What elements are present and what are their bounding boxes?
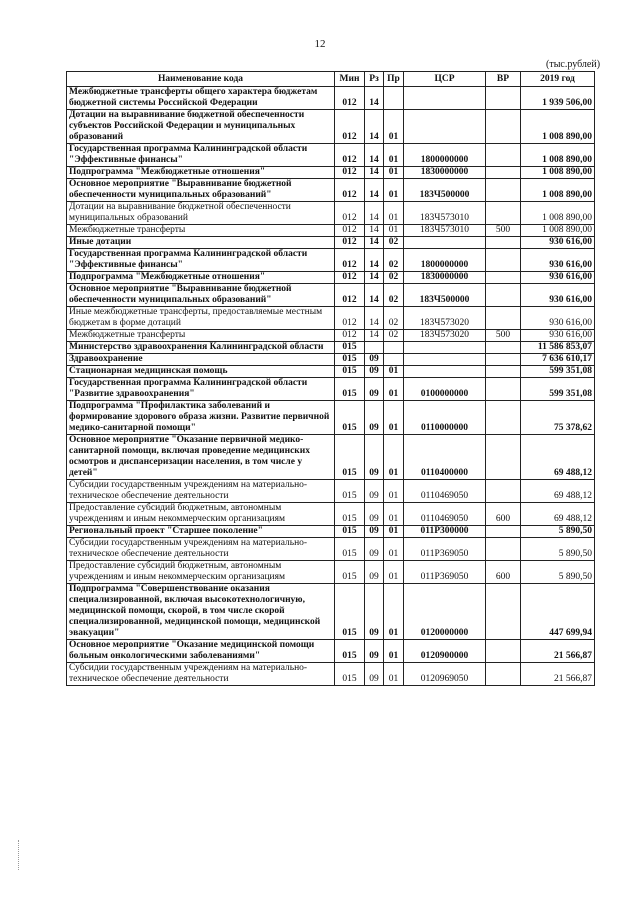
cell-amount: 69 488,12: [521, 435, 595, 480]
cell-name: Подпрограмма "Межбюджетные отношения": [67, 272, 335, 284]
margin-mark: [18, 840, 21, 870]
table-header-row: [67, 72, 595, 87]
table-row: [67, 663, 595, 686]
cell-vr: [486, 366, 521, 378]
cell-amount: 11 586 853,07: [521, 342, 595, 354]
cell-min: 015: [335, 584, 365, 640]
table-row: [67, 272, 595, 284]
cell-min: 012: [335, 225, 365, 237]
cell-min: 012: [335, 284, 365, 307]
cell-rz: 14: [365, 284, 384, 307]
table-row: [67, 378, 595, 401]
cell-rz: 14: [365, 237, 384, 249]
cell-name: Государственная программа Калининградской области "Эффективные финансы": [67, 249, 335, 272]
cell-amount: 930 616,00: [521, 249, 595, 272]
cell-pr: 01: [384, 378, 404, 401]
cell-amount: 930 616,00: [521, 284, 595, 307]
cell-csr: 1800000000: [404, 249, 486, 272]
cell-name: Дотации на выравнивание бюджетной обеспеченности муниципальных образований: [67, 202, 335, 225]
table-row: [67, 307, 595, 330]
cell-min: 015: [335, 401, 365, 435]
cell-rz: 09: [365, 401, 384, 435]
cell-vr: [486, 284, 521, 307]
cell-vr: [486, 202, 521, 225]
cell-amount: 447 699,94: [521, 584, 595, 640]
cell-amount: 1 008 890,00: [521, 144, 595, 167]
table-row: [67, 401, 595, 435]
header-name: Наименование кода: [67, 72, 335, 87]
cell-rz: 09: [365, 526, 384, 538]
cell-name: Межбюджетные трансферты: [67, 330, 335, 342]
cell-min: 015: [335, 366, 365, 378]
cell-rz: 14: [365, 272, 384, 284]
cell-csr: 183Ч500000: [404, 284, 486, 307]
cell-rz: 09: [365, 663, 384, 686]
cell-amount: 5 890,50: [521, 526, 595, 538]
cell-csr: 0120000000: [404, 584, 486, 640]
cell-rz: 09: [365, 354, 384, 366]
cell-rz: 14: [365, 110, 384, 144]
cell-rz: 09: [365, 480, 384, 503]
cell-amount: 5 890,50: [521, 561, 595, 584]
cell-min: 012: [335, 249, 365, 272]
cell-name: Здравоохранение: [67, 354, 335, 366]
table-row: [67, 342, 595, 354]
cell-csr: 011P369050: [404, 561, 486, 584]
cell-rz: 14: [365, 249, 384, 272]
cell-vr: [486, 663, 521, 686]
cell-rz: 14: [365, 167, 384, 179]
cell-csr: 183Ч573010: [404, 202, 486, 225]
cell-amount: 930 616,00: [521, 272, 595, 284]
table-row: [67, 561, 595, 584]
cell-pr: 01: [384, 503, 404, 526]
cell-vr: [486, 237, 521, 249]
cell-min: 015: [335, 378, 365, 401]
cell-pr: 02: [384, 249, 404, 272]
cell-name: Основное мероприятие "Оказание первичной медико-санитарной помощи, включая проведение медицинских осмотров и диспансеризации населения, в том числе у детей": [67, 435, 335, 480]
cell-min: 012: [335, 272, 365, 284]
table-row: [67, 640, 595, 663]
table-row: [67, 179, 595, 202]
cell-name: Государственная программа Калининградской области "Эффективные финансы": [67, 144, 335, 167]
cell-min: 012: [335, 144, 365, 167]
cell-amount: 5 890,50: [521, 538, 595, 561]
cell-vr: [486, 538, 521, 561]
cell-min: 012: [335, 110, 365, 144]
table-row: [67, 225, 595, 237]
table-row: [67, 503, 595, 526]
cell-amount: 1 008 890,00: [521, 202, 595, 225]
table-row: [67, 526, 595, 538]
cell-pr: 01: [384, 561, 404, 584]
cell-csr: 183Ч573020: [404, 307, 486, 330]
cell-pr: 01: [384, 366, 404, 378]
header-year: 2019 год: [521, 72, 595, 87]
cell-vr: [486, 144, 521, 167]
cell-csr: 011P300000: [404, 526, 486, 538]
cell-name: Иные дотации: [67, 237, 335, 249]
cell-vr: [486, 354, 521, 366]
cell-amount: 21 566,87: [521, 663, 595, 686]
cell-pr: 01: [384, 480, 404, 503]
header-csr: ЦСР: [404, 72, 486, 87]
cell-min: 012: [335, 87, 365, 110]
cell-vr: [486, 179, 521, 202]
budget-table: [66, 71, 595, 686]
cell-name: Межбюджетные трансферты: [67, 225, 335, 237]
cell-csr: 1830000000: [404, 167, 486, 179]
cell-min: 015: [335, 480, 365, 503]
cell-name: Подпрограмма "Межбюджетные отношения": [67, 167, 335, 179]
cell-name: Региональный проект "Старшее поколение": [67, 526, 335, 538]
cell-name: Подпрограмма "Профилактика заболеваний и формирование здорового образа жизни. Развитие первичной медико-санитарной помощи": [67, 401, 335, 435]
table-row: [67, 330, 595, 342]
cell-vr: [486, 526, 521, 538]
cell-name: Стационарная медицинская помощь: [67, 366, 335, 378]
cell-amount: 69 488,12: [521, 503, 595, 526]
cell-vr: [486, 272, 521, 284]
cell-vr: 600: [486, 503, 521, 526]
cell-min: 015: [335, 342, 365, 354]
cell-amount: 930 616,00: [521, 330, 595, 342]
cell-csr: 0120969050: [404, 663, 486, 686]
cell-name: Министерство здравоохранения Калининградской области: [67, 342, 335, 354]
cell-pr: 01: [384, 179, 404, 202]
cell-rz: 14: [365, 330, 384, 342]
cell-csr: 0120900000: [404, 640, 486, 663]
table-row: [67, 538, 595, 561]
cell-pr: 02: [384, 237, 404, 249]
cell-vr: 500: [486, 330, 521, 342]
cell-vr: [486, 307, 521, 330]
cell-min: 012: [335, 237, 365, 249]
cell-rz: 09: [365, 378, 384, 401]
cell-csr: 1800000000: [404, 144, 486, 167]
cell-pr: 01: [384, 225, 404, 237]
cell-vr: 600: [486, 561, 521, 584]
cell-csr: 0110000000: [404, 401, 486, 435]
cell-rz: [365, 342, 384, 354]
cell-pr: 02: [384, 330, 404, 342]
cell-min: 015: [335, 354, 365, 366]
cell-pr: 01: [384, 640, 404, 663]
cell-name: Субсидии государственным учреждениям на материально-техническое обеспечение деятельности: [67, 663, 335, 686]
cell-csr: [404, 366, 486, 378]
cell-min: 015: [335, 640, 365, 663]
cell-csr: 0100000000: [404, 378, 486, 401]
cell-vr: [486, 480, 521, 503]
cell-rz: 14: [365, 87, 384, 110]
cell-pr: 01: [384, 167, 404, 179]
cell-pr: 01: [384, 584, 404, 640]
cell-min: 015: [335, 663, 365, 686]
cell-csr: 0110400000: [404, 435, 486, 480]
cell-pr: 02: [384, 307, 404, 330]
cell-rz: 09: [365, 561, 384, 584]
cell-name: Субсидии государственным учреждениям на материально-техническое обеспечение деятельности: [67, 538, 335, 561]
cell-min: 012: [335, 167, 365, 179]
table-row: [67, 284, 595, 307]
cell-name: Иные межбюджетные трансферты, предоставляемые местным бюджетам в форме дотаций: [67, 307, 335, 330]
cell-amount: 599 351,08: [521, 378, 595, 401]
table-row: [67, 435, 595, 480]
cell-rz: 14: [365, 225, 384, 237]
cell-vr: [486, 110, 521, 144]
cell-csr: 0110469050: [404, 480, 486, 503]
cell-vr: [486, 401, 521, 435]
cell-min: 015: [335, 503, 365, 526]
cell-amount: 1 008 890,00: [521, 179, 595, 202]
cell-rz: 14: [365, 179, 384, 202]
cell-amount: 69 488,12: [521, 480, 595, 503]
cell-name: Государственная программа Калининградской области "Развитие здравоохранения": [67, 378, 335, 401]
cell-rz: 09: [365, 584, 384, 640]
table-row: [67, 354, 595, 366]
cell-csr: 1830000000: [404, 272, 486, 284]
cell-pr: 01: [384, 538, 404, 561]
cell-csr: [404, 354, 486, 366]
cell-amount: 930 616,00: [521, 307, 595, 330]
cell-pr: [384, 87, 404, 110]
cell-vr: [486, 249, 521, 272]
header-vr: ВР: [486, 72, 521, 87]
table-row: [67, 110, 595, 144]
cell-csr: 011P369050: [404, 538, 486, 561]
cell-amount: 21 566,87: [521, 640, 595, 663]
cell-rz: 14: [365, 144, 384, 167]
unit-label: (тыс.рублей): [546, 59, 601, 70]
cell-amount: 1 008 890,00: [521, 225, 595, 237]
cell-vr: [486, 87, 521, 110]
cell-vr: [486, 435, 521, 480]
cell-name: Субсидии государственным учреждениям на материально-техническое обеспечение деятельности: [67, 480, 335, 503]
cell-vr: [486, 342, 521, 354]
cell-pr: 01: [384, 401, 404, 435]
cell-min: 015: [335, 538, 365, 561]
cell-pr: [384, 354, 404, 366]
cell-csr: [404, 110, 486, 144]
cell-min: 012: [335, 330, 365, 342]
table-row: [67, 584, 595, 640]
cell-name: Предоставление субсидий бюджетным, автономным учреждениям и иным некоммерческим организациям: [67, 503, 335, 526]
cell-name: Дотации на выравнивание бюджетной обеспеченности субъектов Российской Федерации и муниципальных образований: [67, 110, 335, 144]
cell-vr: [486, 584, 521, 640]
cell-csr: [404, 87, 486, 110]
cell-min: 015: [335, 526, 365, 538]
table-row: [67, 144, 595, 167]
cell-csr: [404, 342, 486, 354]
header-pr: Пр: [384, 72, 404, 87]
cell-min: 012: [335, 179, 365, 202]
cell-pr: 01: [384, 202, 404, 225]
cell-vr: [486, 640, 521, 663]
cell-min: 015: [335, 435, 365, 480]
cell-csr: 0110469050: [404, 503, 486, 526]
table-row: [67, 202, 595, 225]
table-row: [67, 87, 595, 110]
cell-rz: 14: [365, 202, 384, 225]
cell-rz: 09: [365, 366, 384, 378]
cell-vr: 500: [486, 225, 521, 237]
table-row: [67, 366, 595, 378]
table-row: [67, 480, 595, 503]
header-rz: Рз: [365, 72, 384, 87]
cell-amount: 930 616,00: [521, 237, 595, 249]
cell-name: Основное мероприятие "Выравнивание бюджетной обеспеченности муниципальных образований": [67, 284, 335, 307]
cell-vr: [486, 167, 521, 179]
cell-rz: 09: [365, 640, 384, 663]
cell-amount: 7 636 610,17: [521, 354, 595, 366]
header-min: Мин: [335, 72, 365, 87]
cell-min: 012: [335, 307, 365, 330]
table-row: [67, 167, 595, 179]
cell-pr: 01: [384, 110, 404, 144]
cell-vr: [486, 378, 521, 401]
page-number: 12: [314, 38, 326, 50]
cell-csr: 183Ч573020: [404, 330, 486, 342]
cell-name: Основное мероприятие "Выравнивание бюджетной обеспеченности муниципальных образований": [67, 179, 335, 202]
cell-name: Межбюджетные трансферты общего характера бюджетам бюджетной системы Российской Федерации: [67, 87, 335, 110]
cell-min: 015: [335, 561, 365, 584]
cell-pr: 01: [384, 435, 404, 480]
cell-rz: 09: [365, 503, 384, 526]
cell-amount: 1 939 506,00: [521, 87, 595, 110]
cell-pr: 01: [384, 526, 404, 538]
cell-min: 012: [335, 202, 365, 225]
cell-name: Подпрограмма "Совершенствование оказания специализированной, включая высокотехнологичную, медицинской помощи, скорой, в том числе скорой специализированной, медицинской помощи, медицинской эвакуации": [67, 584, 335, 640]
cell-amount: 75 378,62: [521, 401, 595, 435]
cell-rz: 14: [365, 307, 384, 330]
table-row: [67, 249, 595, 272]
cell-name: Основное мероприятие "Оказание медицинской помощи больным онкологическими заболеваниями": [67, 640, 335, 663]
cell-amount: 1 008 890,00: [521, 167, 595, 179]
cell-csr: [404, 237, 486, 249]
cell-amount: 1 008 890,00: [521, 110, 595, 144]
cell-pr: [384, 342, 404, 354]
cell-rz: 09: [365, 435, 384, 480]
cell-pr: 01: [384, 663, 404, 686]
table-row: [67, 237, 595, 249]
cell-name: Предоставление субсидий бюджетным, автономным учреждениям и иным некоммерческим организациям: [67, 561, 335, 584]
cell-rz: 09: [365, 538, 384, 561]
cell-amount: 599 351,08: [521, 366, 595, 378]
cell-csr: 183Ч500000: [404, 179, 486, 202]
cell-csr: 183Ч573010: [404, 225, 486, 237]
cell-pr: 02: [384, 272, 404, 284]
cell-pr: 01: [384, 144, 404, 167]
cell-pr: 02: [384, 284, 404, 307]
